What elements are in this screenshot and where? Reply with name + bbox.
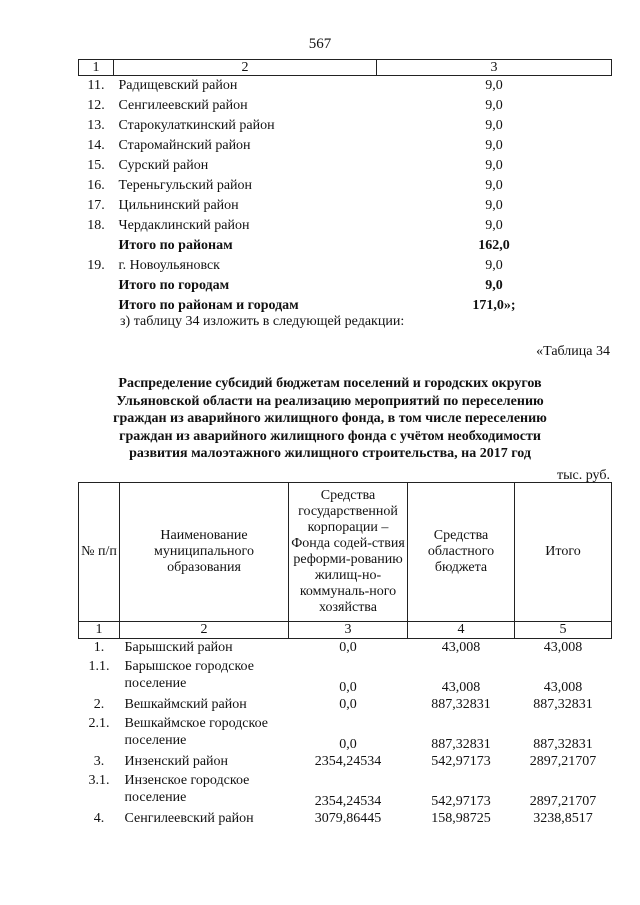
row-value: 9,0 [485,218,503,233]
row-number [79,236,114,256]
municipality-name: Старомайнский район [118,138,251,153]
municipality-name: Чердаклинский район [118,218,250,233]
subsidy-table [78,482,612,829]
table-row [79,196,612,216]
header-total: Итого [515,483,612,622]
regional-value: 43,008 [441,640,481,655]
row-number: 3. [93,754,105,769]
table-row [79,753,612,772]
municipality-name: г. Новоульяновск [118,258,220,273]
row-value: 9,0 [485,138,503,153]
total-value: 3238,8517 [533,811,593,826]
row-value: 171,0»; [472,298,516,313]
row-number: 13. [87,118,105,133]
column-number-5: 5 [515,622,612,639]
column-numbers-row [79,622,612,639]
row-number: 15. [87,158,105,173]
total-value: 887,32831 [533,737,593,752]
row-number: 16. [87,178,105,193]
fund-value: 3079,86445 [314,811,382,826]
row-value: 9,0 [485,278,503,293]
regional-value: 158,98725 [431,811,491,826]
regional-value: 887,32831 [431,737,491,752]
row-number: 2. [93,697,105,712]
total-row [79,236,612,256]
row-value: 162,0 [478,238,510,253]
table-row [79,76,612,97]
header-number: № п/п [79,483,120,622]
municipality-name: Старокулаткинский район [118,118,275,133]
table-row [79,256,612,276]
row-number: 18. [87,218,105,233]
table-row [79,156,612,176]
row-number: 17. [87,198,105,213]
total-value: 43,008 [543,640,583,655]
municipality-name: Итого по районам и городам [118,298,299,313]
municipality-name: Барышский район [124,640,233,655]
municipality-name: Сурский район [118,158,209,173]
municipality-name: Барышское городское поселение [124,659,254,691]
total-row [79,276,612,296]
row-value: 9,0 [485,118,503,133]
table-row [79,136,612,156]
table-header-row [79,483,612,622]
regional-value: 542,97173 [431,754,491,769]
row-number: 14. [87,138,105,153]
header-municipality: Наименование муниципального образования [120,483,289,622]
total-value: 887,32831 [533,697,593,712]
row-number [79,296,114,316]
fund-value: 0,0 [339,737,357,752]
municipality-name: Итого по городам [118,278,230,293]
row-value: 9,0 [485,198,503,213]
table-row [79,658,612,696]
fund-value: 0,0 [339,697,357,712]
fund-value: 0,0 [339,640,357,655]
column-number-4: 4 [408,622,515,639]
row-number: 12. [87,98,105,113]
row-value: 9,0 [485,78,503,93]
fund-value: 0,0 [339,680,357,695]
table-row [79,216,612,236]
table-header-row [79,60,612,76]
row-value: 9,0 [485,178,503,193]
header-regional-budget: Средства областного бюджета [408,483,515,622]
municipality-name: Итого по районам [118,238,233,253]
row-number: 19. [87,258,105,273]
header-fund: Средства государственной корпорации – Фонда содей-ствия реформи-рованию жилищ-но-коммуналь-ного хозяйства [289,483,408,622]
fund-value: 2354,24534 [314,754,382,769]
row-number: 4. [93,811,105,826]
regional-value: 542,97173 [431,794,491,809]
row-number: 1.1. [88,659,110,674]
table-row [79,176,612,196]
edit-instruction: з) таблицу 34 изложить в следующей редакции: [120,314,405,329]
continued-table [78,59,612,316]
total-value: 43,008 [543,680,583,695]
column-number-1: 1 [79,622,120,639]
table-row [79,810,612,829]
row-number: 3.1. [88,773,110,788]
row-value: 9,0 [485,98,503,113]
municipality-name: Цильнинский район [118,198,239,213]
table-row [79,696,612,715]
table-row [79,96,612,116]
total-value: 2897,21707 [529,794,597,809]
row-value: 9,0 [485,258,503,273]
row-number [79,276,114,296]
column-number-3: 3 [289,622,408,639]
municipality-name: Сенгилеевский район [118,98,248,113]
row-value: 9,0 [485,158,503,173]
page-number: 567 [308,36,332,52]
row-number: 2.1. [88,716,110,731]
municipality-name: Вешкаймский район [124,697,247,712]
regional-value: 887,32831 [431,697,491,712]
fund-value: 2354,24534 [314,794,382,809]
column-number-3: 3 [377,60,612,76]
municipality-name: Радищевский район [118,78,238,93]
municipality-name: Инзенское городское поселение [124,773,250,805]
row-number: 11. [87,78,105,93]
municipality-name: Инзенский район [124,754,229,769]
column-number-2: 2 [120,622,289,639]
table-row [79,116,612,136]
units-label: тыс. руб. [557,468,610,483]
municipality-name: Вешкаймское городское поселение [124,716,268,748]
column-number-2: 2 [114,60,377,76]
row-number: 1. [93,640,105,655]
column-number-1: 1 [79,60,114,76]
table-row [79,715,612,753]
table-label: «Таблица 34 [536,344,610,359]
municipality-name: Сенгилеевский район [124,811,254,826]
table-title: Распределение субсидий бюджетам поселений и городских округов Ульяновской области на реализацию мероприятий по переселению граждан из аварийного жилищного фонда, в том числе переселению граждан из аварийного жилищного фонда с учётом необходимости развития малоэтажного жилищного строительства, на 2017 год [113,376,547,461]
regional-value: 43,008 [441,680,481,695]
total-row [79,296,612,316]
table-row [79,772,612,810]
total-value: 2897,21707 [529,754,597,769]
table-row [79,639,612,659]
municipality-name: Тереньгульский район [118,178,253,193]
